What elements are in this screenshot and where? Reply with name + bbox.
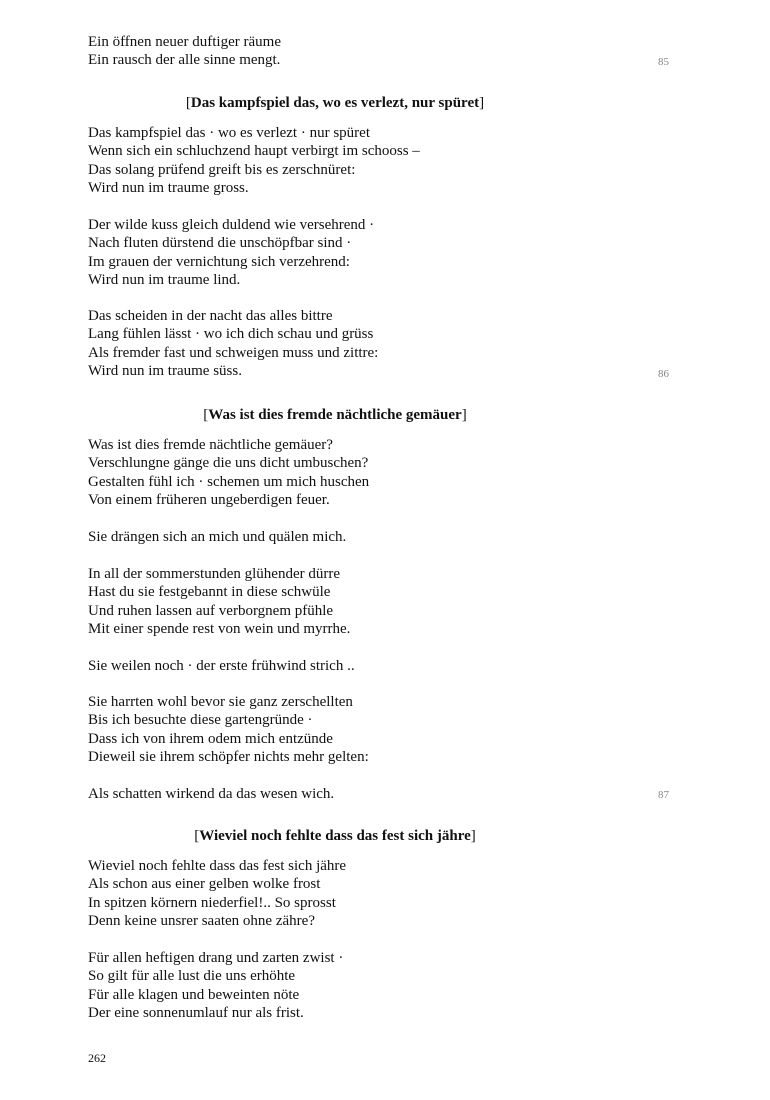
verse-line: Von einem früheren ungeberdigen feuer. (88, 491, 330, 508)
verse-line: Wieviel noch fehlte dass das fest sich jähre (88, 858, 347, 874)
stanza (88, 657, 355, 675)
verse-line: Hast du sie festgebannt in diese schwüle (88, 584, 331, 601)
verse-line: In spitzen körnern niederfiel!.. So sprosst (88, 894, 336, 911)
stanza (88, 693, 369, 766)
verse-line: Der eine sonnenumlauf nur als frist. (88, 1004, 304, 1021)
verse-line: Dass ich von ihrem odem mich entzünde (88, 730, 333, 747)
verse-line: Nach fluten dürstend die unschöpfbar sind · (88, 235, 352, 252)
verse-line: Im grauen der vernichtung sich verzehrend: (88, 253, 350, 270)
verse-line: Bis ich besuchte diese gartengründe · (88, 712, 313, 729)
verse-line: Das solang prüfend greift bis es zerschnüret: (88, 161, 356, 178)
verse-line: Als fremder fast und schweigen muss und zittre: (88, 344, 379, 361)
verse-line: Das scheiden in der nacht das alles bittre (88, 308, 333, 324)
verse-line: Wenn sich ein schluchzend haupt verbirgt im schooss – (88, 143, 420, 160)
stanza (88, 33, 281, 70)
verse-line: Für alle klagen und beweinten nöte (88, 986, 300, 1003)
verse-line: Mit einer spende rest von wein und myrrhe. (88, 620, 351, 637)
stanza (88, 857, 346, 930)
stanza (88, 949, 343, 1022)
verse-line: So gilt für alle lust die uns erhöhte (88, 968, 296, 985)
verse-line: Dieweil sie ihrem schöpfer nichts mehr gelten: (88, 748, 369, 765)
poem-title: [Wieviel noch fehlte dass das fest sich jähre] (194, 828, 476, 844)
stanza (88, 124, 420, 197)
stanza (88, 528, 346, 546)
verse-line: Das kampfspiel das · wo es verlezt · nur spüret (88, 125, 370, 141)
verse-line: Wird nun im traume lind. (88, 271, 241, 288)
verse-line: In all der sommerstunden glühender dürre (88, 566, 341, 582)
line-number: 87 (658, 789, 669, 801)
verse-line: Der wilde kuss gleich duldend wie versehrend · (88, 217, 375, 233)
stanza (88, 307, 378, 380)
verse-line: Als schatten wirkend da das wesen wich. (88, 786, 335, 802)
verse-line: Für allen heftigen drang und zarten zwist · (88, 950, 344, 966)
verse-line: Sie harrten wohl bevor sie ganz zerschellten (88, 694, 353, 710)
verse-line: Und ruhen lassen auf verborgnem pfühle (88, 602, 334, 619)
verse-line: Sie weilen noch · der erste frühwind strich .. (88, 658, 355, 674)
verse-line: Wird nun im traume süss. (88, 362, 242, 379)
stanza (88, 565, 350, 638)
stanza (88, 436, 369, 509)
verse-line: Ein rausch der alle sinne mengt. (88, 52, 281, 69)
verse-line: Denn keine unsrer saaten ohne zähre? (88, 912, 315, 929)
line-number: 86 (658, 368, 669, 380)
verse-line: Lang fühlen lässt · wo ich dich schau und grüss (88, 326, 374, 343)
poem-title: [Das kampfspiel das, wo es verlezt, nur spüret] (185, 95, 485, 111)
verse-line: Ein öffnen neuer duftiger räume (88, 34, 281, 50)
stanza (88, 785, 334, 803)
verse-line: Als schon aus einer gelben wolke frost (88, 876, 321, 893)
verse-line: Gestalten fühl ich · schemen um mich huschen (88, 473, 370, 490)
verse-line: Verschlungne gänge die uns dicht umbuschen? (88, 455, 369, 472)
stanza (88, 216, 374, 289)
line-number: 85 (658, 56, 669, 68)
verse-line: Was ist dies fremde nächtliche gemäuer? (88, 437, 333, 453)
verse-line: Wird nun im traume gross. (88, 179, 249, 196)
verse-line: Sie drängen sich an mich und quälen mich. (88, 529, 347, 545)
page-number: 262 (88, 1051, 106, 1065)
poem-title: [Was ist dies fremde nächtliche gemäuer] (203, 407, 467, 423)
